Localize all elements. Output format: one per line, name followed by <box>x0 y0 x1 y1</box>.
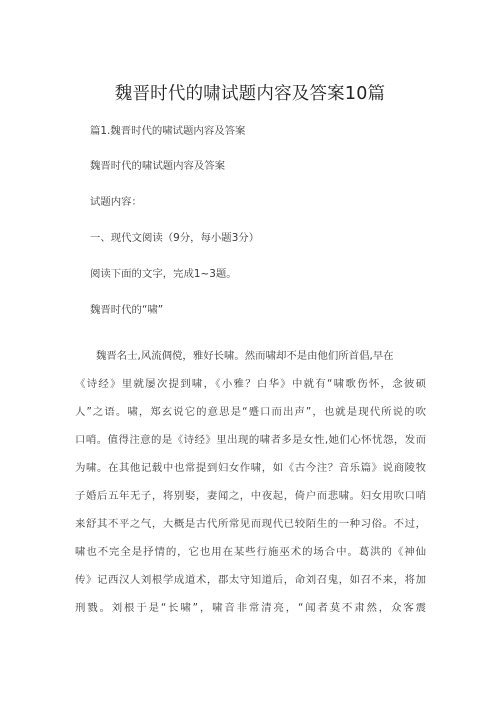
content-label: 试题内容： <box>90 196 142 208</box>
paragraph-line: 子婚后五年无子，将别娶，妻闻之，中夜起，倚户而悲啸。妇女用吹口哨 <box>75 490 426 502</box>
subheading: 魏晋时代的啸试题内容及答案 <box>90 160 226 172</box>
paragraph-line: 魏晋名士,风流倜傥，雅好长啸。然而啸却不是由他们所首倡,早在 <box>96 350 394 362</box>
paragraph-line: 为啸。在其他记载中也常提到妇女作啸，如《古今注？音乐篇》说商陵牧 <box>75 462 426 474</box>
paragraph-line: 《诗经》里就屡次提到啸，《小雅？白华》中就有“啸歌伤怀，念彼硕 <box>75 378 426 390</box>
section-heading: 篇1.魏晋时代的啸试题内容及答案 <box>90 125 246 137</box>
paragraph-line: 口哨。值得注意的是《诗经》里出现的啸者多是女性,她们心怀忧怨，发而 <box>75 434 426 446</box>
paragraph-line: 刑戮。刘根于是“长啸”，啸音非常清亮，“闻者莫不肃然，众客震 <box>75 602 426 614</box>
paragraph-line: 来舒其不平之气，大概是古代所常见而现代已较陌生的一种习俗。不过， <box>75 518 426 530</box>
article-title: 魏晋时代的“啸” <box>90 304 164 316</box>
paragraph-line: 传》记西汉人刘根学成道术，郡太守知道后，命刘召鬼，如召不来，将加 <box>75 574 426 586</box>
paragraph-line: 啸也不完全是抒情的，它也用在某些行施巫术的场合中。葛洪的《神仙 <box>75 546 426 558</box>
document-title: 魏晋时代的啸试题内容及答案10篇 <box>114 84 386 104</box>
reading-instruction: 阅读下面的文字，完成1~3题。 <box>90 268 237 280</box>
part-one-heading: 一、现代文阅读（9分，每小题3分） <box>90 232 260 244</box>
paragraph-line: 人”之语。啸，郑玄说它的意思是“蹙口而出声”，也就是现代所说的吹 <box>75 406 426 418</box>
